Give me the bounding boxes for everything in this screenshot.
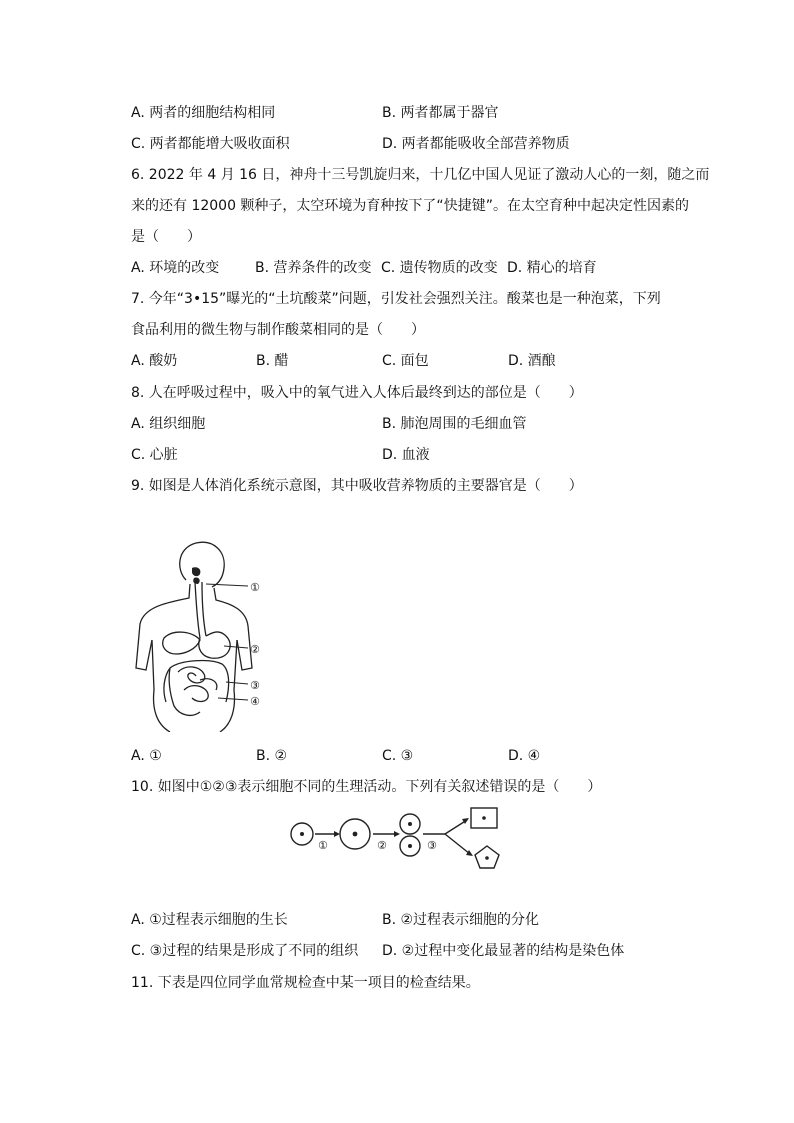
q7-option-b: B. 醋 <box>256 353 289 369</box>
digestive-label-2: ② <box>250 643 260 656</box>
q10-option-b: B. ②过程表示细胞的分化 <box>382 912 540 928</box>
q6-option-b: B. 营养条件的改变 <box>255 260 372 276</box>
q7-stem-line1: 7. 今年“3•15”曝光的“土坑酸菜”问题，引发社会强烈关注。酸菜也是一种泡菜，下列 <box>131 291 661 307</box>
q5-option-b: B. 两者都属于器官 <box>382 105 499 121</box>
q8-option-b: B. 肺泡周围的毛细血管 <box>382 416 527 432</box>
q9-stem-line1: 9. 如图是人体消化系统示意图，其中吸收营养物质的主要器官是（ ） <box>131 478 583 494</box>
q5-option-c: C. 两者都能增大吸收面积 <box>131 136 290 152</box>
q6-stem-line3: 是（ ） <box>131 229 201 245</box>
digestive-label-1: ① <box>250 581 260 594</box>
cell-label-2: ② <box>377 839 387 852</box>
q9-option-c: C. ③ <box>382 748 414 764</box>
cell-label-1: ① <box>318 839 328 852</box>
q9-option-d: D. ④ <box>508 748 541 764</box>
q8-option-d: D. 血液 <box>382 447 430 463</box>
digestive-label-4: ④ <box>250 695 260 708</box>
q6-option-a: A. 环境的改变 <box>131 260 220 276</box>
cell-label-3: ③ <box>427 839 437 852</box>
q7-option-a: A. 酸奶 <box>131 353 178 369</box>
digestive-system-diagram <box>130 540 270 732</box>
q6-stem-line1: 6. 2022 年 4 月 16 日，神舟十三号凯旋归来，十几亿中国人见证了激动人心的一刻，随之而 <box>131 167 710 183</box>
q10-option-a: A. ①过程表示细胞的生长 <box>131 912 288 928</box>
q7-stem-line2: 食品利用的微生物与制作酸菜相同的是（ ） <box>131 322 425 338</box>
q8-option-c: C. 心脏 <box>131 447 178 463</box>
q7-option-c: C. 面包 <box>382 353 429 369</box>
q9-option-a: A. ① <box>131 748 162 764</box>
q10-option-c: C. ③过程的结果是形成了不同的组织 <box>131 943 359 959</box>
q6-option-d: D. 精心的培育 <box>507 260 597 276</box>
q8-stem-line1: 8. 人在呼吸过程中，吸入中的氧气进入人体后最终到达的部位是（ ） <box>131 385 583 401</box>
digestive-label-3: ③ <box>250 679 260 692</box>
cell-process-diagram <box>285 802 515 882</box>
q5-option-a: A. 两者的细胞结构相同 <box>131 105 276 121</box>
q10-stem-line1: 10. 如图中①②③表示细胞不同的生理活动。下列有关叙述错误的是（ ） <box>131 779 602 795</box>
q8-option-a: A. 组织细胞 <box>131 416 206 432</box>
q10-option-d: D. ②过程中变化最显著的结构是染色体 <box>382 943 625 959</box>
q9-option-b: B. ② <box>256 748 288 764</box>
q7-option-d: D. 酒酿 <box>508 353 556 369</box>
q6-option-c: C. 遗传物质的改变 <box>381 260 498 276</box>
q6-stem-line2: 来的还有 12000 颗种子，太空环境为育种按下了“快捷键”。在太空育种中起决定性因素的 <box>131 198 689 214</box>
q11-stem-line1: 11. 下表是四位同学血常规检查中某一项目的检查结果。 <box>131 975 480 991</box>
q5-option-d: D. 两者都能吸收全部营养物质 <box>382 136 570 152</box>
